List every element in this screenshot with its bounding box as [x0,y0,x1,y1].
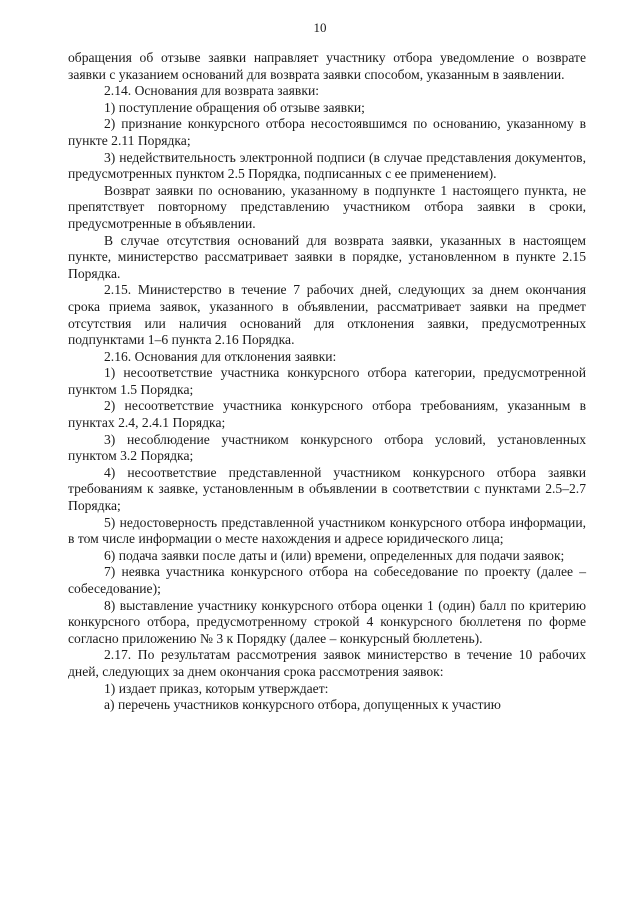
paragraph: 2) признание конкурсного отбора несостоявшимся по основанию, указанному в пункте 2.11 Порядка; [68,116,586,148]
paragraph: а) перечень участников конкурсного отбора, допущенных к участию [104,697,501,713]
paragraph: 2) несоответствие участника конкурсного отбора требованиям, указанным в пунктах 2.4, 2.4.1 Порядка; [68,398,586,431]
paragraph: 3) недействительность электронной подписи (в случае представления документов, предусмотренных пунктом 2.5 Порядка, подписанных с ее применением). [68,149,586,182]
paragraph: 8) выставление участнику конкурсного отбора оценки 1 (один) балл по критерию конкурсного отбора, предусмотренному строкой 4 конкурсного бюллетеня по форме согласно приложению № 3 к Порядку (далее – конкурсный бюллетень). [68,597,586,646]
paragraph: Возврат заявки по основанию, указанному в подпункте 1 настоящего пункта, не препятствует повторному представлению участником отбора заявки в сроки, предусмотренные в объявлении. [68,182,586,231]
paragraph: 7) неявка участника конкурсного отбора на собеседование по проекту (далее – собеседование); [68,564,586,596]
paragraph: В случае отсутствия оснований для возврата заявки, указанных в настоящем пункте, министерство рассматривает заявки в порядке, установленном в пункте 2.15 Порядка. [68,232,586,281]
paragraph: 1) несоответствие участника конкурсного отбора категории, предусмотренной пунктом 1.5 Порядка; [68,365,586,397]
paragraph: 5) недостоверность представленной участником конкурсного отбора информации, в том числе информации о месте нахождения и адресе юридического лица; [68,514,586,547]
paragraph: 1) поступление обращения об отзыве заявки; [104,99,365,115]
document-body [68,50,586,714]
page-number: 10 [313,20,327,35]
paragraph: 6) подача заявки после даты и (или) времени, определенных для подачи заявок; [104,547,565,563]
paragraph: 2.17. По результатам рассмотрения заявок министерство в течение 10 рабочих дней, следующих за днем окончания срока рассмотрения заявок: [68,647,586,679]
paragraph: 1) издает приказ, которым утверждает: [104,680,329,696]
paragraph: 4) несоответствие представленной участником конкурсного отбора заявки требованиям к заявке, установленным в объявлении в соответствии с пунктами 2.5–2.7 Порядка; [68,464,586,514]
paragraph: обращения об отзыве заявки направляет участнику отбора уведомление о возврате заявки с указанием оснований для возврата заявки способом, указанным в заявлении. [68,50,586,82]
paragraph: 2.15. Министерство в течение 7 рабочих дней, следующих за днем окончания срока приема заявок, указанного в объявлении, рассматривает заявки на предмет отсутствия или наличия оснований для отклонения заявки, предусмотренных подпунктами 1–6 пункта 2.16 Порядка. [68,282,586,348]
paragraph: 2.14. Основания для возврата заявки: [104,83,319,99]
paragraph: 2.16. Основания для отклонения заявки: [104,348,337,364]
paragraph: 3) несоблюдение участником конкурсного отбора условий, установленных пунктом 3.2 Порядка; [68,431,586,464]
